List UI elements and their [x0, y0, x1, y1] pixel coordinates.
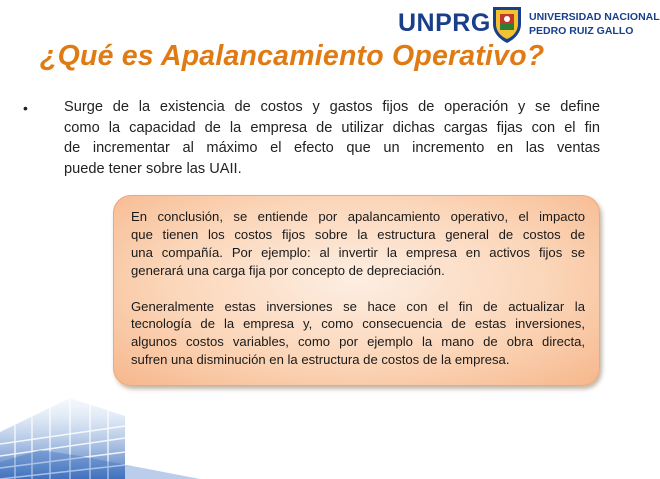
- building-grid-decoration: [0, 392, 200, 479]
- callout-line: generará una carga fija por concepto de depreciación.: [131, 262, 445, 278]
- callout-line: sufren una disminución en la estructura de costos de la empresa.: [131, 352, 510, 368]
- conclusion-callout: [113, 195, 600, 386]
- callout-text: [131, 208, 585, 369]
- logo-university-line1: UNIVERSIDAD NACIONAL: [529, 11, 660, 23]
- slide-title: ¿Qué es Apalancamiento Operativo?: [40, 40, 545, 72]
- university-crest-icon: [489, 4, 525, 44]
- callout-line: En conclusión, se entiende por apalancamiento operativo, el impacto: [131, 209, 585, 224]
- bullet-line: como la capacidad de la empresa de utilizar dichas cargas fijas con el fin: [64, 119, 600, 136]
- bullet-marker: •: [23, 100, 28, 116]
- university-logo: [398, 4, 660, 44]
- callout-line: Generalmente estas inversiones se hace con el fin de actualizar la: [131, 298, 585, 314]
- logo-university-line2: PEDRO RUIZ GALLO: [529, 25, 634, 37]
- callout-line: una compañía. Por ejemplo: al invertir la empresa en activos fijos se: [131, 244, 585, 260]
- bullet-text: [64, 97, 600, 179]
- logo-acronym: UNPRG: [398, 9, 491, 37]
- bullet-line: Surge de la existencia de costos y gastos fijos de operación y se define: [64, 99, 600, 115]
- paragraph-gap: [131, 280, 585, 298]
- callout-line: que tienen los costos fijos sobre la estructura general de costos de: [131, 226, 585, 242]
- bullet-line: puede tener sobre las UAII.: [64, 160, 242, 177]
- bullet-line: de incrementar al máximo el efecto que un incremento en las ventas: [64, 140, 600, 157]
- callout-line: tecnología de la empresa y, como consecuencia de estas inversiones,: [131, 316, 585, 332]
- callout-line: algunos costos variables, como por ejemplo la mano de obra directa,: [131, 334, 585, 350]
